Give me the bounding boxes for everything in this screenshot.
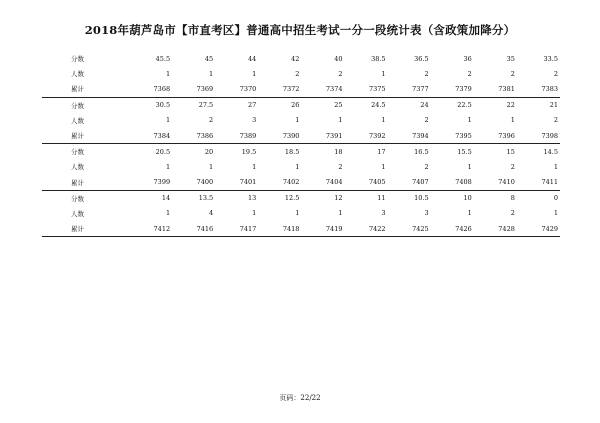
cumulative-row (42, 128, 560, 144)
table-cell: 15 (506, 147, 515, 156)
table-cell: 2 (424, 69, 429, 78)
table-cell: 7429 (517, 221, 560, 237)
table-cell: 14 (161, 194, 171, 203)
score-row (42, 190, 560, 206)
table-cell: 1 (467, 162, 472, 171)
table-cell: 7389 (215, 128, 258, 144)
table-cell: 7381 (474, 81, 517, 97)
table-cell: 45 (204, 54, 214, 63)
table-cell: 17 (377, 147, 386, 156)
table-cell: 10 (463, 194, 472, 203)
page-number: 页码：22/22 (279, 394, 321, 402)
table-cell: 7390 (258, 128, 301, 144)
table-cell: 1 (209, 69, 214, 78)
table-cell: 7411 (517, 175, 560, 191)
table-cell: 7395 (431, 128, 474, 144)
row-label: 累计 (42, 221, 129, 237)
table-cell: 1 (381, 69, 386, 78)
table-cell: 12 (334, 194, 343, 203)
table-cell: 36.5 (414, 54, 429, 63)
table-cell: 7408 (431, 175, 474, 191)
table-cell: 40 (334, 54, 343, 63)
cumulative-row (42, 221, 560, 237)
table-cell: 12.5 (284, 194, 300, 203)
table-cell: 1 (338, 209, 343, 218)
table-cell: 20.5 (155, 147, 171, 156)
table-cell: 10.5 (414, 194, 429, 203)
table-cell: 7392 (344, 128, 387, 144)
table-cell: 7374 (301, 81, 344, 97)
table-cell: 7412 (129, 221, 172, 237)
table-cell: 1 (381, 116, 386, 125)
row-label: 分数 (71, 194, 84, 203)
table-cell: 7402 (258, 175, 301, 191)
table-cell: 1 (252, 162, 257, 171)
table-cell: 1 (295, 162, 300, 171)
score-row (42, 97, 560, 113)
table-cell: 22.5 (457, 101, 472, 110)
table-cell: 7416 (172, 221, 215, 237)
table-cell: 2 (338, 69, 343, 78)
table-cell: 7384 (129, 128, 172, 144)
table-cell: 21 (549, 101, 558, 110)
count-row (42, 159, 560, 174)
table-cell: 30.5 (155, 101, 171, 110)
table-cell: 7426 (431, 221, 474, 237)
table-cell: 3 (424, 209, 429, 218)
table-cell: 7400 (172, 175, 215, 191)
table-cell: 13 (248, 194, 257, 203)
row-label: 累计 (42, 81, 129, 97)
table-cell: 26 (291, 101, 300, 110)
table-cell: 33.5 (543, 54, 558, 63)
table-cell: 7370 (215, 81, 258, 97)
table-cell: 20 (204, 147, 214, 156)
table-cell: 44 (248, 54, 257, 63)
row-label: 人数 (71, 209, 84, 218)
row-label: 人数 (71, 163, 84, 172)
table-cell: 1 (381, 162, 386, 171)
row-label: 累计 (42, 128, 129, 144)
table-cell: 2 (209, 116, 214, 125)
table-cell: 2 (510, 209, 515, 218)
row-label: 分数 (71, 101, 84, 110)
table-cell: 7422 (344, 221, 387, 237)
table-cell: 27 (248, 101, 257, 110)
table-cell: 4 (209, 209, 214, 218)
table-cell: 25 (334, 101, 343, 110)
table-cell: 1 (165, 162, 171, 171)
table-cell: 7407 (388, 175, 431, 191)
table-cell: 22 (506, 101, 515, 110)
table-cell: 2 (338, 162, 343, 171)
table-cell: 7404 (301, 175, 344, 191)
table-cell: 7372 (258, 81, 301, 97)
count-row (42, 206, 560, 221)
table-cell: 2 (467, 69, 472, 78)
table-cell: 1 (165, 209, 171, 218)
table-cell: 1 (338, 116, 343, 125)
table-cell: 24 (420, 101, 429, 110)
table-cell: 2 (510, 162, 515, 171)
table-cell: 2 (553, 116, 558, 125)
table-cell: 42 (291, 54, 300, 63)
table-cell: 8 (510, 194, 515, 203)
table-cell: 36 (463, 54, 472, 63)
table-cell: 11 (377, 194, 386, 203)
table-cell: 14.5 (543, 147, 558, 156)
table-cell: 7418 (258, 221, 301, 237)
table-cell: 7369 (172, 81, 215, 97)
table-cell: 19.5 (241, 147, 257, 156)
table-cell: 1 (467, 116, 472, 125)
table-cell: 7419 (301, 221, 344, 237)
table-cell: 7428 (474, 221, 517, 237)
table-cell: 16.5 (414, 147, 429, 156)
table-cell: 7375 (344, 81, 387, 97)
table-cell: 2 (424, 116, 429, 125)
cumulative-row (42, 175, 560, 191)
table-cell: 3 (381, 209, 386, 218)
table-cell: 7401 (215, 175, 258, 191)
table-cell: 2 (553, 69, 558, 78)
table-cell: 15.5 (457, 147, 472, 156)
table-cell: 2 (424, 162, 429, 171)
table-cell: 7410 (474, 175, 517, 191)
table-cell: 7399 (129, 175, 172, 191)
table-cell: 35 (506, 54, 515, 63)
table-cell: 2 (295, 69, 300, 78)
table-cell: 1 (209, 162, 214, 171)
table-cell: 45.5 (155, 54, 171, 63)
score-distribution-table (42, 51, 560, 237)
count-row (42, 66, 560, 81)
table-cell: 13.5 (198, 194, 214, 203)
page-title: 2018年葫芦岛市【市直考区】普通高中招生考试一分一段统计表（含政策加降分） (84, 23, 516, 37)
row-label: 累计 (42, 175, 129, 191)
table-cell: 3 (252, 116, 257, 125)
table-cell: 0 (553, 194, 558, 203)
table-cell: 7377 (388, 81, 431, 97)
table-cell: 2 (510, 69, 515, 78)
table-cell: 18 (334, 147, 343, 156)
table-cell: 1 (295, 209, 300, 218)
table-cell: 7391 (301, 128, 344, 144)
score-row (42, 51, 560, 66)
cumulative-row (42, 81, 560, 97)
row-label: 分数 (71, 148, 84, 157)
table-cell: 7379 (431, 81, 474, 97)
table-cell: 7394 (388, 128, 431, 144)
row-label: 分数 (71, 55, 84, 64)
table-cell: 1 (252, 69, 257, 78)
row-label: 人数 (71, 116, 84, 125)
count-row (42, 113, 560, 128)
table-cell: 1 (467, 209, 472, 218)
table-cell: 24.5 (371, 101, 386, 110)
table-cell: 7405 (344, 175, 387, 191)
table-cell: 7425 (388, 221, 431, 237)
table-cell: 7398 (517, 128, 560, 144)
table-cell: 38.5 (371, 54, 386, 63)
table-cell: 1 (295, 116, 300, 125)
table-cell: 7383 (517, 81, 560, 97)
table-cell: 1 (553, 209, 558, 218)
table-cell: 7417 (215, 221, 258, 237)
table-cell: 7396 (474, 128, 517, 144)
table-cell: 7368 (129, 81, 172, 97)
table-cell: 18.5 (284, 147, 300, 156)
table-cell: 7386 (172, 128, 215, 144)
table-cell: 27.5 (198, 101, 214, 110)
row-label: 人数 (71, 70, 84, 79)
score-row (42, 144, 560, 160)
table-cell: 1 (510, 116, 515, 125)
table-cell: 1 (252, 209, 257, 218)
table-cell: 1 (553, 162, 558, 171)
table-cell: 1 (165, 116, 171, 125)
table-cell: 1 (165, 69, 171, 78)
